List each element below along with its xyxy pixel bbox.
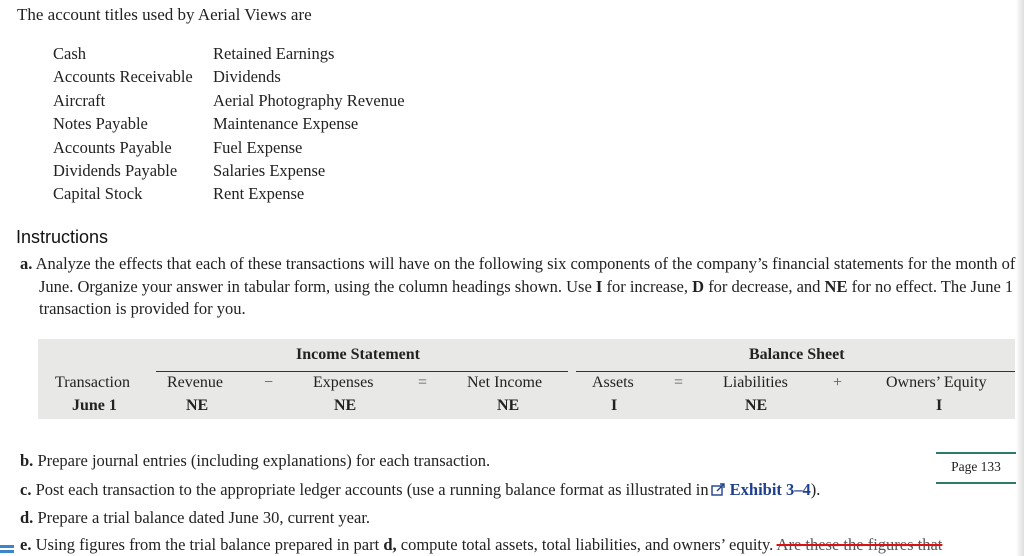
header-transaction: Transaction (55, 374, 130, 391)
operator-minus: − (264, 374, 274, 391)
account-title: Aircraft (53, 90, 106, 110)
increase-code: I (595, 276, 603, 296)
instruction-text: Prepare journal entries (including explanations) for each transaction. (37, 451, 491, 470)
account-row (53, 136, 405, 159)
operator-equals: = (418, 374, 428, 391)
effects-table (38, 339, 1015, 419)
page-edge-shadow (1016, 0, 1024, 556)
instruction-text: ). (810, 480, 821, 499)
cell-net-income: NE (497, 397, 520, 414)
account-title: Cash (53, 44, 86, 63)
instruction-text: compute total assets, total liabilities, and owners’ equity. (396, 535, 774, 554)
instruction-label: a. (20, 254, 33, 273)
account-row (53, 65, 405, 88)
instruction-d (20, 508, 370, 528)
page-number-tag: Page 133 (936, 452, 1016, 484)
operator-plus: + (833, 374, 843, 391)
cell-assets: I (611, 397, 618, 414)
account-titles-list (53, 42, 405, 206)
account-title: Salaries Expense (213, 161, 326, 181)
instruction-label: d. (20, 508, 34, 527)
instruction-b (20, 451, 490, 471)
header-owners-equity: Owners’ Equity (886, 374, 987, 391)
instruction-text: Prepare a trial balance dated June 30, current year. (37, 508, 371, 527)
instruction-label: e. (20, 535, 32, 554)
operator-equals: = (674, 374, 684, 391)
account-title: Capital Stock (53, 184, 143, 204)
account-row (53, 89, 405, 112)
account-title: Dividends (213, 67, 281, 87)
account-row (53, 182, 405, 205)
instructions-heading: Instructions (16, 227, 109, 247)
account-row (53, 159, 405, 182)
instruction-text: Analyze the effects that each of these transactions will have on the following six components of the company’s financial statements for the month of June. Organize your answer in tabular form, using the column headings shown. Use (35, 254, 1016, 296)
header-revenue: Revenue (167, 374, 223, 391)
income-statement-header: Income Statement (296, 346, 420, 363)
cell-owners-equity: I (936, 397, 943, 414)
account-title: Fuel Expense (213, 137, 303, 157)
instruction-label: b. (20, 451, 34, 470)
account-title: Notes Payable (53, 114, 148, 134)
header-expenses: Expenses (313, 374, 374, 391)
bookmark-icon (0, 540, 16, 556)
no-effect-code: NE (824, 276, 848, 296)
account-title: Rent Expense (213, 184, 305, 204)
account-row (53, 112, 405, 135)
cell-liabilities: NE (745, 397, 768, 414)
account-row (53, 42, 405, 65)
account-title: Retained Earnings (213, 44, 335, 63)
header-liabilities: Liabilities (723, 374, 788, 391)
intro-text: The account titles used by Aerial Views are (17, 5, 312, 24)
account-title: Accounts Payable (53, 137, 172, 157)
exhibit-link-label: Exhibit 3–4 (729, 480, 811, 499)
cell-transaction: June 1 (72, 397, 117, 414)
account-title: Maintenance Expense (213, 114, 359, 134)
instruction-text: Using figures from the trial balance prepared in part (35, 535, 384, 554)
instruction-label: c. (20, 480, 32, 499)
struck-text: Are these the figures that (776, 535, 943, 554)
instruction-text: for decrease, and (704, 276, 825, 296)
instruction-text: for increase, (602, 276, 693, 296)
instruction-text: Post each transaction to the appropriate ledger accounts (use a running balance format as illustrated in (35, 480, 709, 499)
instruction-a (20, 253, 1024, 321)
cell-revenue: NE (186, 397, 209, 414)
balance-sheet-rule (576, 371, 1015, 372)
external-link-icon (711, 483, 726, 496)
account-title: Dividends Payable (53, 161, 178, 181)
cell-expenses: NE (334, 397, 357, 414)
instruction-text: for no effect. The June 1 transaction is provided for you. (39, 276, 1014, 318)
header-assets: Assets (592, 374, 634, 391)
part-reference: d, (383, 535, 397, 554)
decrease-code: D (692, 276, 705, 296)
header-net-income: Net Income (467, 374, 543, 391)
balance-sheet-header: Balance Sheet (749, 346, 845, 363)
account-title: Aerial Photography Revenue (213, 90, 405, 110)
exhibit-link[interactable] (709, 480, 811, 499)
instruction-c (20, 480, 820, 500)
instruction-e (20, 535, 942, 555)
income-statement-rule (156, 371, 568, 372)
account-title: Accounts Receivable (53, 67, 193, 87)
